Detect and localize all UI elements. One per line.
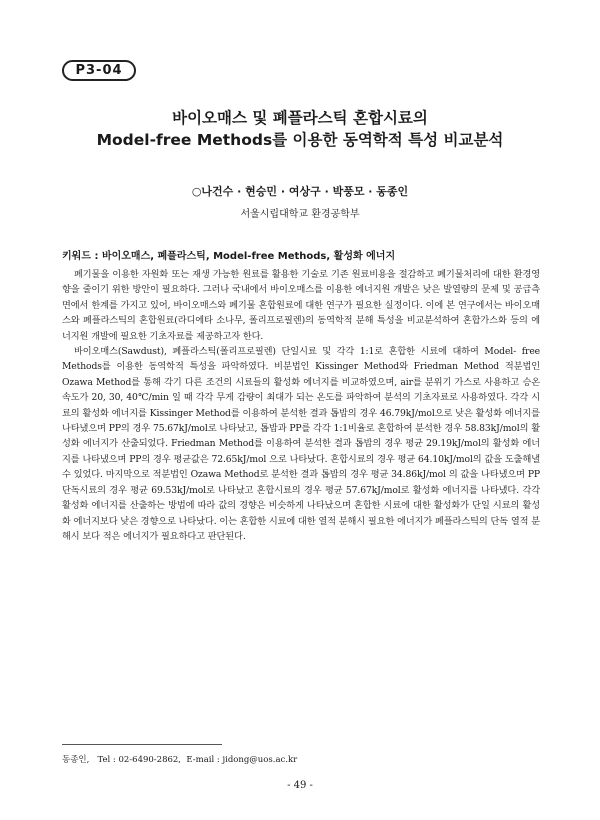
author-list: ○나건수 · 현승민 · 여상구 · 박풍모 · 동종인 <box>191 185 409 198</box>
footnote-divider <box>62 744 222 745</box>
abstract-body <box>62 267 540 544</box>
session-code-badge: P3-04 <box>62 60 136 81</box>
paper-title-line-2: Model-free Methods를 이용한 동역학적 특성 비교분석 <box>96 131 504 149</box>
affiliation: 서울시립대학교 환경공학부 <box>240 209 360 220</box>
paper-title-line-1: 바이오매스 및 폐플라스틱 혼합시료의 <box>172 109 428 127</box>
keywords: 키워드 : 바이오매스, 폐플라스틱, Model-free Methods, 활성화 에너지 <box>62 251 396 262</box>
page-number: - 49 - <box>287 780 313 791</box>
abstract-paragraph-2: 바이오매스(Sawdust), 폐플라스틱(폴리프로필렌) 단일시료 및 각각 1:1로 혼합한 시료에 대하여 Model- free Methods를 이용한 동역학적 특성을 파악하였다. 비분법인 Kissinger Method와 Friedman Method 적분법인 Ozawa Method를 통해 각기 다른 조건의 시료들의 활성화 에너지를 비교하였으며, air를 분위기 가스로 사용하고 승온속도가 20, 30, 40℃/min 일 때 각각 무게 감량이 최대가 되는 온도를 파악하여 분석의 기초자료로 사용하였다. 각각 시료의 활성화 에너지를 Kissinger Method를 이용하여 분석한 결과 톱밥의 경우 46.79kJ/mol으로 낮은 활성화 에너지를 나타냈으며 PP의 경우 75.67kJ/mol로 나타났고, 톱밥과 PP를 각각 1:1비율로 혼합하여 분석한 경우 58.83kJ/mol의 활성화 에너지가 산출되었다. Friedman Method를 이용하여 분석한 결과 톱밥의 경우 평균 29.19kJ/mol의 활성화 에너지를 나타냈으며 PP의 경우 평균값은 72.65kJ/mol 으로 나타났다. 혼합시료의 경우 평균 64.10kJ/mol의 값을 도출해낼 수 있었다. 마지막으로 적분법인 Ozawa Method로 분석한 결과 톱밥의 경우 평균 34.86kJ/mol 의 값을 나타냈으며 PP 단독시료의 경우 평균 69.53kJ/mol로 나타났고 혼합시료의 경우 평균 57.67kJ/mol로 활성화 에너지를 나타냈다. 각각 활성화 에너지를 산출하는 방법에 따라 값의 경향은 비슷하게 나타났으며 혼합한 시료에 대한 활성화가 단일 시료의 활성화 에너지보다 낮은 경향으로 나타났다. 이는 혼합한 시료에 대한 열적 분해시 필요한 에너지가 폐플라스틱의 단독 열적 분해시 보다 적은 에너지가 필요하다고 판단된다. <box>62 346 540 542</box>
abstract-paragraph-1: 폐기물을 이용한 자원화 또는 재생 가능한 원료를 활용한 기술로 기존 원료비용을 절감하고 폐기물처리에 대한 환경영향을 줄이기 위한 방안이 필요하다. 그러나 국내에서 바이오매스를 이용한 에너지원 개발은 낮은 발열량의 문제 및 공급측면에서 한계를 가지고 있어, 바이오매스와 폐기물 혼합원료에 대한 연구가 필요한 실정이다. 이에 본 연구에서는 바이오매스와 폐플라스틱의 혼합원료(라디에타 소나무, 폴리프로필렌)의 동역학적 분해 특성을 비교분석하여 혼합가스화 등의 에너지원 개발에 필요한 기초자료를 제공하고자 한다. <box>62 269 540 342</box>
footnote-contact: 동종인, Tel : 02-6490-2862, E-mail : jidong@uos.ac.kr <box>62 755 298 765</box>
